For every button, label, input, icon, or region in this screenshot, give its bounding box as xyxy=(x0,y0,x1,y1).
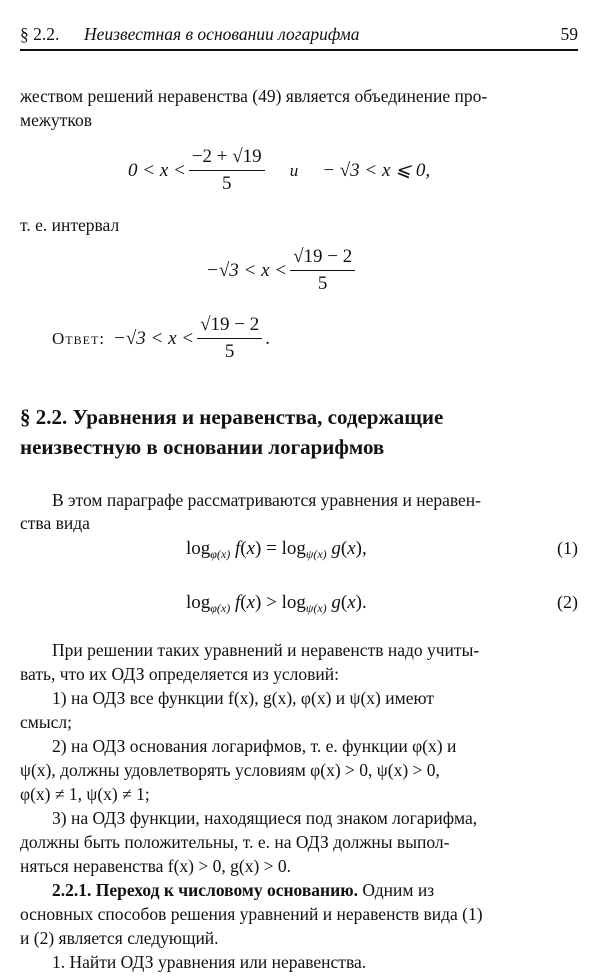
formula-text: −√3 < x < xyxy=(113,327,195,349)
answer-label: Ответ: xyxy=(52,328,105,348)
text-line: 3) на ОДЗ функции, находящиеся под знаком логарифма, xyxy=(52,808,478,828)
text-line: В этом параграфе рассматриваются уравнения и неравен- xyxy=(52,490,481,510)
text-line: При решении таких уравнений и неравенств надо учиты- xyxy=(52,640,480,660)
text-fragment: Одним из xyxy=(362,880,435,900)
text-line: φ(x) ≠ 1, ψ(x) ≠ 1; xyxy=(20,784,150,804)
equation-1: $\log_{\varphi(x)} f(x) = \log_{\psi(x)} g(x)$, xyxy=(186,538,367,561)
text-line: няться неравенства f(x) > 0, g(x) > 0. xyxy=(20,856,292,876)
fraction-numerator: −2 + √19 xyxy=(189,146,265,171)
fraction xyxy=(197,314,262,363)
text-line: вать, что их ОДЗ определяется из условий: xyxy=(20,664,340,684)
section-heading: § 2.2. Уравнения и неравенства, содержащие xyxy=(20,405,444,429)
equation-number: (1) xyxy=(557,538,578,558)
subsection-heading: 2.2.1. Переход к числовому основанию. xyxy=(52,880,358,900)
fraction xyxy=(189,146,265,195)
text-line: смысл; xyxy=(20,712,72,732)
formula-text: 0 < x < xyxy=(128,159,186,181)
text-line: т. е. интервал xyxy=(20,215,120,235)
formula-union xyxy=(128,146,430,195)
fraction-numerator: √19 − 2 xyxy=(197,314,262,339)
equation-number: (2) xyxy=(557,592,578,612)
text-line: 1. Найти ОДЗ уравнения или неравенства. xyxy=(52,952,367,972)
answer-line xyxy=(52,314,270,363)
text-line: основных способов решения уравнений и неравенств вида (1) xyxy=(20,904,483,924)
header-section-number: § 2.2. xyxy=(20,24,60,44)
text-line: межутков xyxy=(20,110,92,130)
formula-text: − √3 < x ⩽ 0, xyxy=(322,160,431,181)
text-line: ψ(x), должны удовлетворять условиям φ(x) > 0, ψ(x) > 0, xyxy=(20,760,440,780)
formula-conjunction: и xyxy=(289,160,299,180)
formula-text: −√3 < x < xyxy=(206,259,288,281)
text-line: 2) на ОДЗ основания логарифмов, т. е. функции φ(x) и xyxy=(52,736,457,756)
formula-interval xyxy=(206,246,358,295)
fraction-denominator: 5 xyxy=(317,273,328,294)
text-line: и (2) является следующий. xyxy=(20,928,219,948)
fraction-numerator: √19 − 2 xyxy=(290,246,355,271)
fraction-denominator: 5 xyxy=(222,173,232,194)
fraction-denominator: 5 xyxy=(224,341,235,362)
text-line: ства вида xyxy=(20,513,90,533)
page-number: 59 xyxy=(560,24,578,44)
equation-2: $\log_{\varphi(x)} f(x) > \log_{\psi(x)} g(x)$. xyxy=(186,592,367,615)
text-line: 1) на ОДЗ все функции f(x), g(x), φ(x) и ψ(x) имеют xyxy=(52,688,434,708)
section-heading: неизвестную в основании логарифмов xyxy=(20,435,385,459)
subsection-line xyxy=(52,878,434,902)
text-line: жеством решений неравенства (49) является объединение про- xyxy=(20,86,488,106)
header-running-title: Неизвестная в основании логарифма xyxy=(84,24,360,44)
text-line: должны быть положительны, т. е. на ОДЗ должны выпол- xyxy=(20,832,450,852)
fraction xyxy=(290,246,355,295)
header-rule xyxy=(20,49,578,51)
formula-text: . xyxy=(265,327,270,349)
